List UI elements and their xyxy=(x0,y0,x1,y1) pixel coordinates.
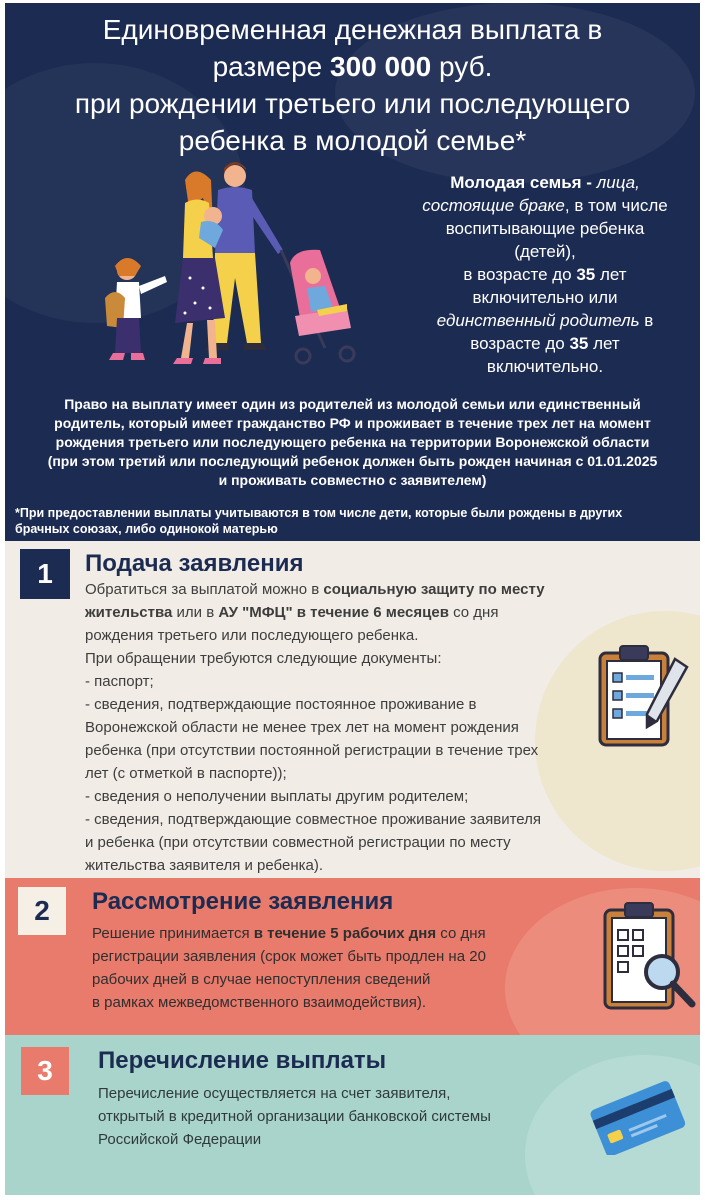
step-1-section xyxy=(5,541,700,878)
page-title xyxy=(25,11,680,159)
title-line: ребенка в молодой семье* xyxy=(178,125,527,156)
eligibility-text: Право на выплату имеет один из родителей из молодой семьи или единственный родитель, который имеет гражданство РФ и проживает в течение трех лет на момент рождения третьего или последующего ребенка на территории Воронежской области (при этом третий или последующий ребенок должен быть рожден начиная с 01.01.2025 и проживать совместно с заявителем) xyxy=(47,396,658,488)
step-number: 2 xyxy=(18,887,66,935)
step-2-section xyxy=(5,878,700,1035)
step-number: 3 xyxy=(21,1047,69,1095)
footnote: *При предоставлении выплаты учитываются в том числе дети, которые были рождены в других брачных союзах, либо одинокой матерью xyxy=(15,506,623,536)
step-title: Подача заявления xyxy=(85,550,304,577)
clipboard-pen-icon xyxy=(595,641,695,751)
step-description: Решение принимается в течение 5 рабочих дня со дня регистрации заявления (срок может быть продлен на 20 рабочих дней в случае непоступления сведений в рамках межведомственного взаимодействия). xyxy=(92,925,486,1011)
document-item: - паспорт; xyxy=(85,673,154,690)
title-line: Единовременная денежная выплата в xyxy=(102,14,603,45)
document-item: - сведения, подтверждающие совместное проживание заявителя xyxy=(85,811,541,828)
step-description: Обратиться за выплатой можно в социальную защиту по месту жительства или в АУ "МФЦ" в течение 6 месяцев со дня рождения третьего или последующего ребенка. При обращении требуются следующие документы: - паспорт; - сведения, подтверждающие постоянное проживание в Воронежской области не менее трех лет на момент рождения ребенка (при отсутствии постоянной регистрации в течение трех лет (с отметкой в паспорте)); - сведения о неполучении выплаты другим родителем; - сведения, подтверждающие совместное проживание заявителя и ребенка (при отсутствии совместной регистрации по месту жительства заявителя и ребенка). xyxy=(85,578,580,877)
title-line: размере 300 000 руб. xyxy=(212,51,493,82)
definition-term: Молодая семья - xyxy=(450,173,592,192)
step-title: Рассмотрение заявления xyxy=(92,888,394,915)
bank-card-icon xyxy=(585,1080,690,1155)
step-number: 1 xyxy=(20,549,70,599)
document-item: - сведения, подтверждающие постоянное проживание в xyxy=(85,696,477,713)
step-description: Перечисление осуществляется на счет заявителя, открытый в кредитной организации банковской системы Российской Федерации xyxy=(98,1085,491,1148)
title-line: при рождении третьего или последующего xyxy=(74,88,631,119)
header-banner xyxy=(5,3,700,541)
step-title: Перечисление выплаты xyxy=(98,1047,387,1074)
step-3-section xyxy=(5,1035,700,1195)
payment-amount: 300 000 xyxy=(330,51,432,82)
document-item: - сведения о неполучении выплаты другим родителем; xyxy=(85,788,469,805)
young-family-definition: Молодая семья - лица, состоящие браке, в том числе воспитывающие ребенка (детей), в возрасте до 35 лет включительно или единственный родитель в возрасте до 35 лет включительно. xyxy=(422,173,668,376)
clipboard-magnifier-icon xyxy=(600,898,700,1013)
family-illustration xyxy=(85,158,385,378)
